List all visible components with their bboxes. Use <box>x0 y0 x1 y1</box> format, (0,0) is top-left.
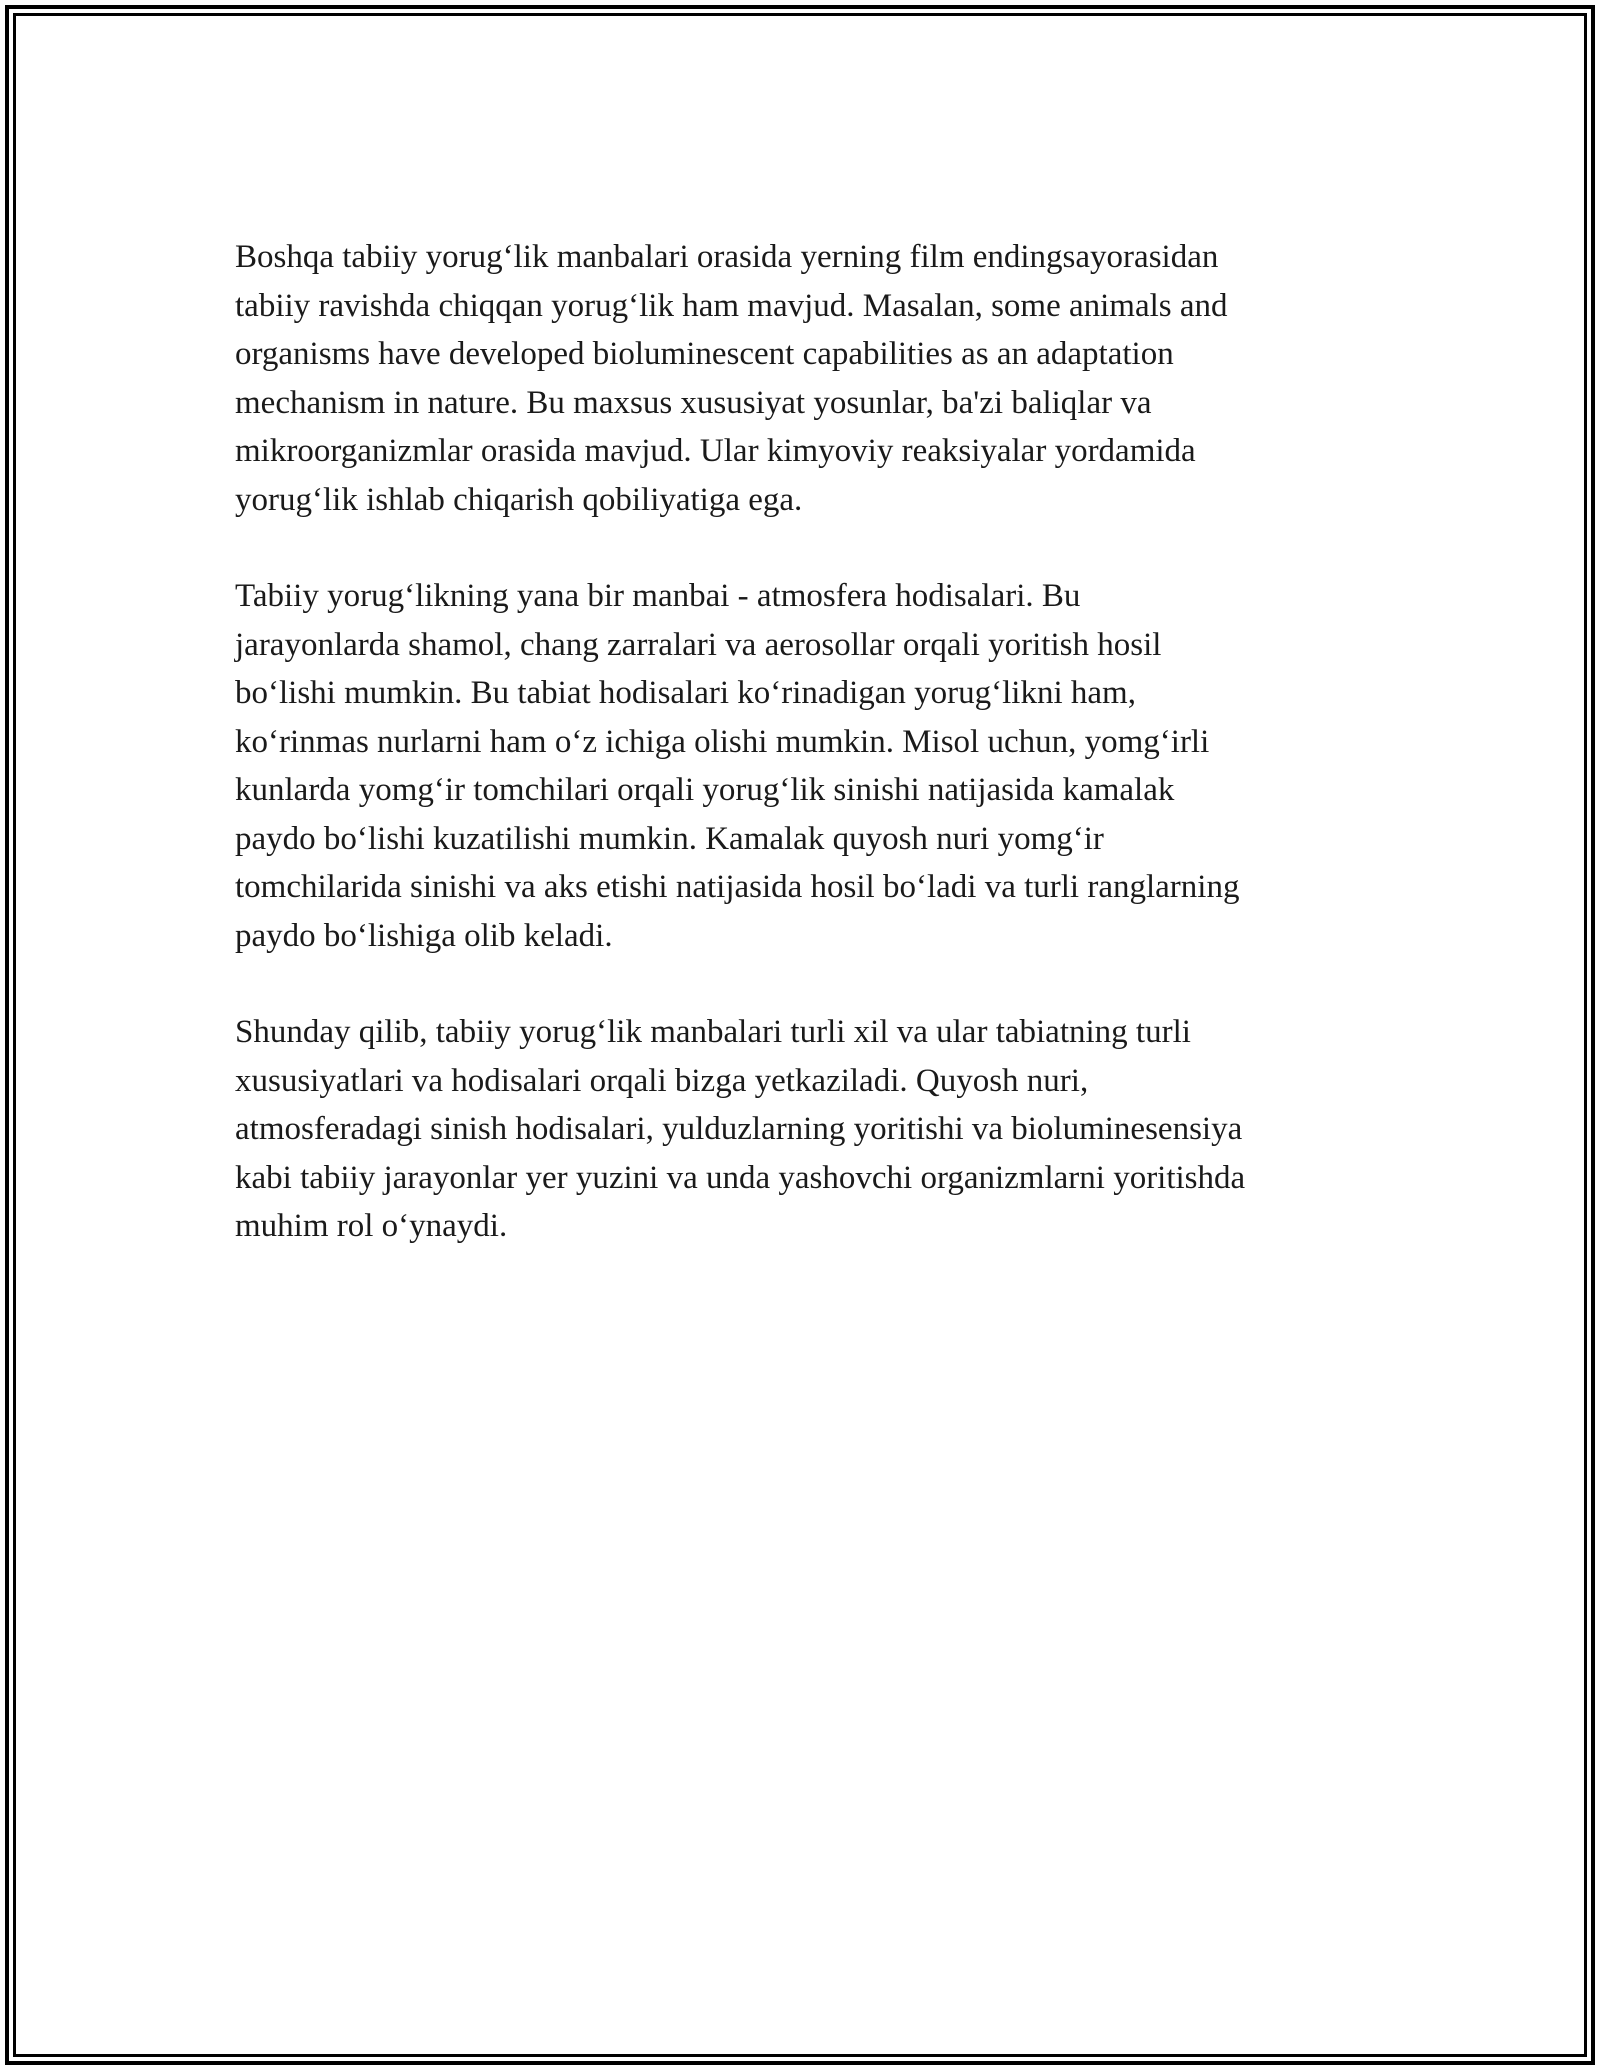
paragraph-line: tabiiy ravishda chiqqan yorug‘lik ham mavjud. Masalan, some animals and <box>235 287 1228 324</box>
paragraph-line: xususiyatlari va hodisalari orqali bizga yetkaziladi. Quyosh nuri, <box>235 1062 1089 1099</box>
paragraph-2 <box>235 572 1365 960</box>
paragraph-line: paydo bo‘lishiga olib keladi. <box>235 917 613 954</box>
paragraph-line: paydo bo‘lishi kuzatilishi mumkin. Kamalak quyosh nuri yomg‘ir <box>235 820 1104 857</box>
paragraph-line: Shunday qilib, tabiiy yorug‘lik manbalari turli xil va ular tabiatning turli <box>235 1014 1191 1050</box>
document-body <box>235 233 1365 1299</box>
paragraph-line: kabi tabiiy jarayonlar yer yuzini va unda yashovchi organizmlarni yoritishda <box>235 1159 1246 1196</box>
paragraph-1 <box>235 233 1365 524</box>
paragraph-line: mikroorganizmlar orasida mavjud. Ular kimyoviy reaksiyalar yordamida <box>235 433 1196 469</box>
paragraph-3 <box>235 1008 1365 1251</box>
paragraph-line: Tabiiy yorug‘likning yana bir manbai - atmosfera hodisalari. Bu <box>235 578 1081 614</box>
paragraph-line: jarayonlarda shamol, chang zarralari va aerosollar orqali yoritish hosil <box>235 626 1162 663</box>
paragraph-line: mechanism in nature. Bu maxsus xususiyat yosunlar, ba'zi baliqlar va <box>235 384 1152 421</box>
paragraph-line: organisms have developed bioluminescent capabilities as an adaptation <box>235 336 1174 372</box>
paragraph-line: bo‘lishi mumkin. Bu tabiat hodisalari ko‘rinadigan yorug‘likni ham, <box>235 675 1136 711</box>
paragraph-line: yorug‘lik ishlab chiqarish qobiliyatiga ega. <box>235 481 803 518</box>
paragraph-line: ko‘rinmas nurlarni ham o‘z ichiga olishi mumkin. Misol uchun, yomg‘irli <box>235 723 1210 760</box>
paragraph-line: Boshqa tabiiy yorug‘lik manbalari orasida yerning film endingsayorasidan <box>235 239 1219 275</box>
paragraph-line: kunlarda yomg‘ir tomchilari orqali yorug‘lik sinishi natijasida kamalak <box>235 772 1175 808</box>
paragraph-line: muhim rol o‘ynaydi. <box>235 1208 508 1244</box>
paragraph-line: atmosferadagi sinish hodisalari, yulduzlarning yoritishi va bioluminesensiya <box>235 1111 1243 1147</box>
paragraph-line: tomchilarida sinishi va aks etishi natijasida hosil bo‘ladi va turli ranglarning <box>235 869 1240 905</box>
